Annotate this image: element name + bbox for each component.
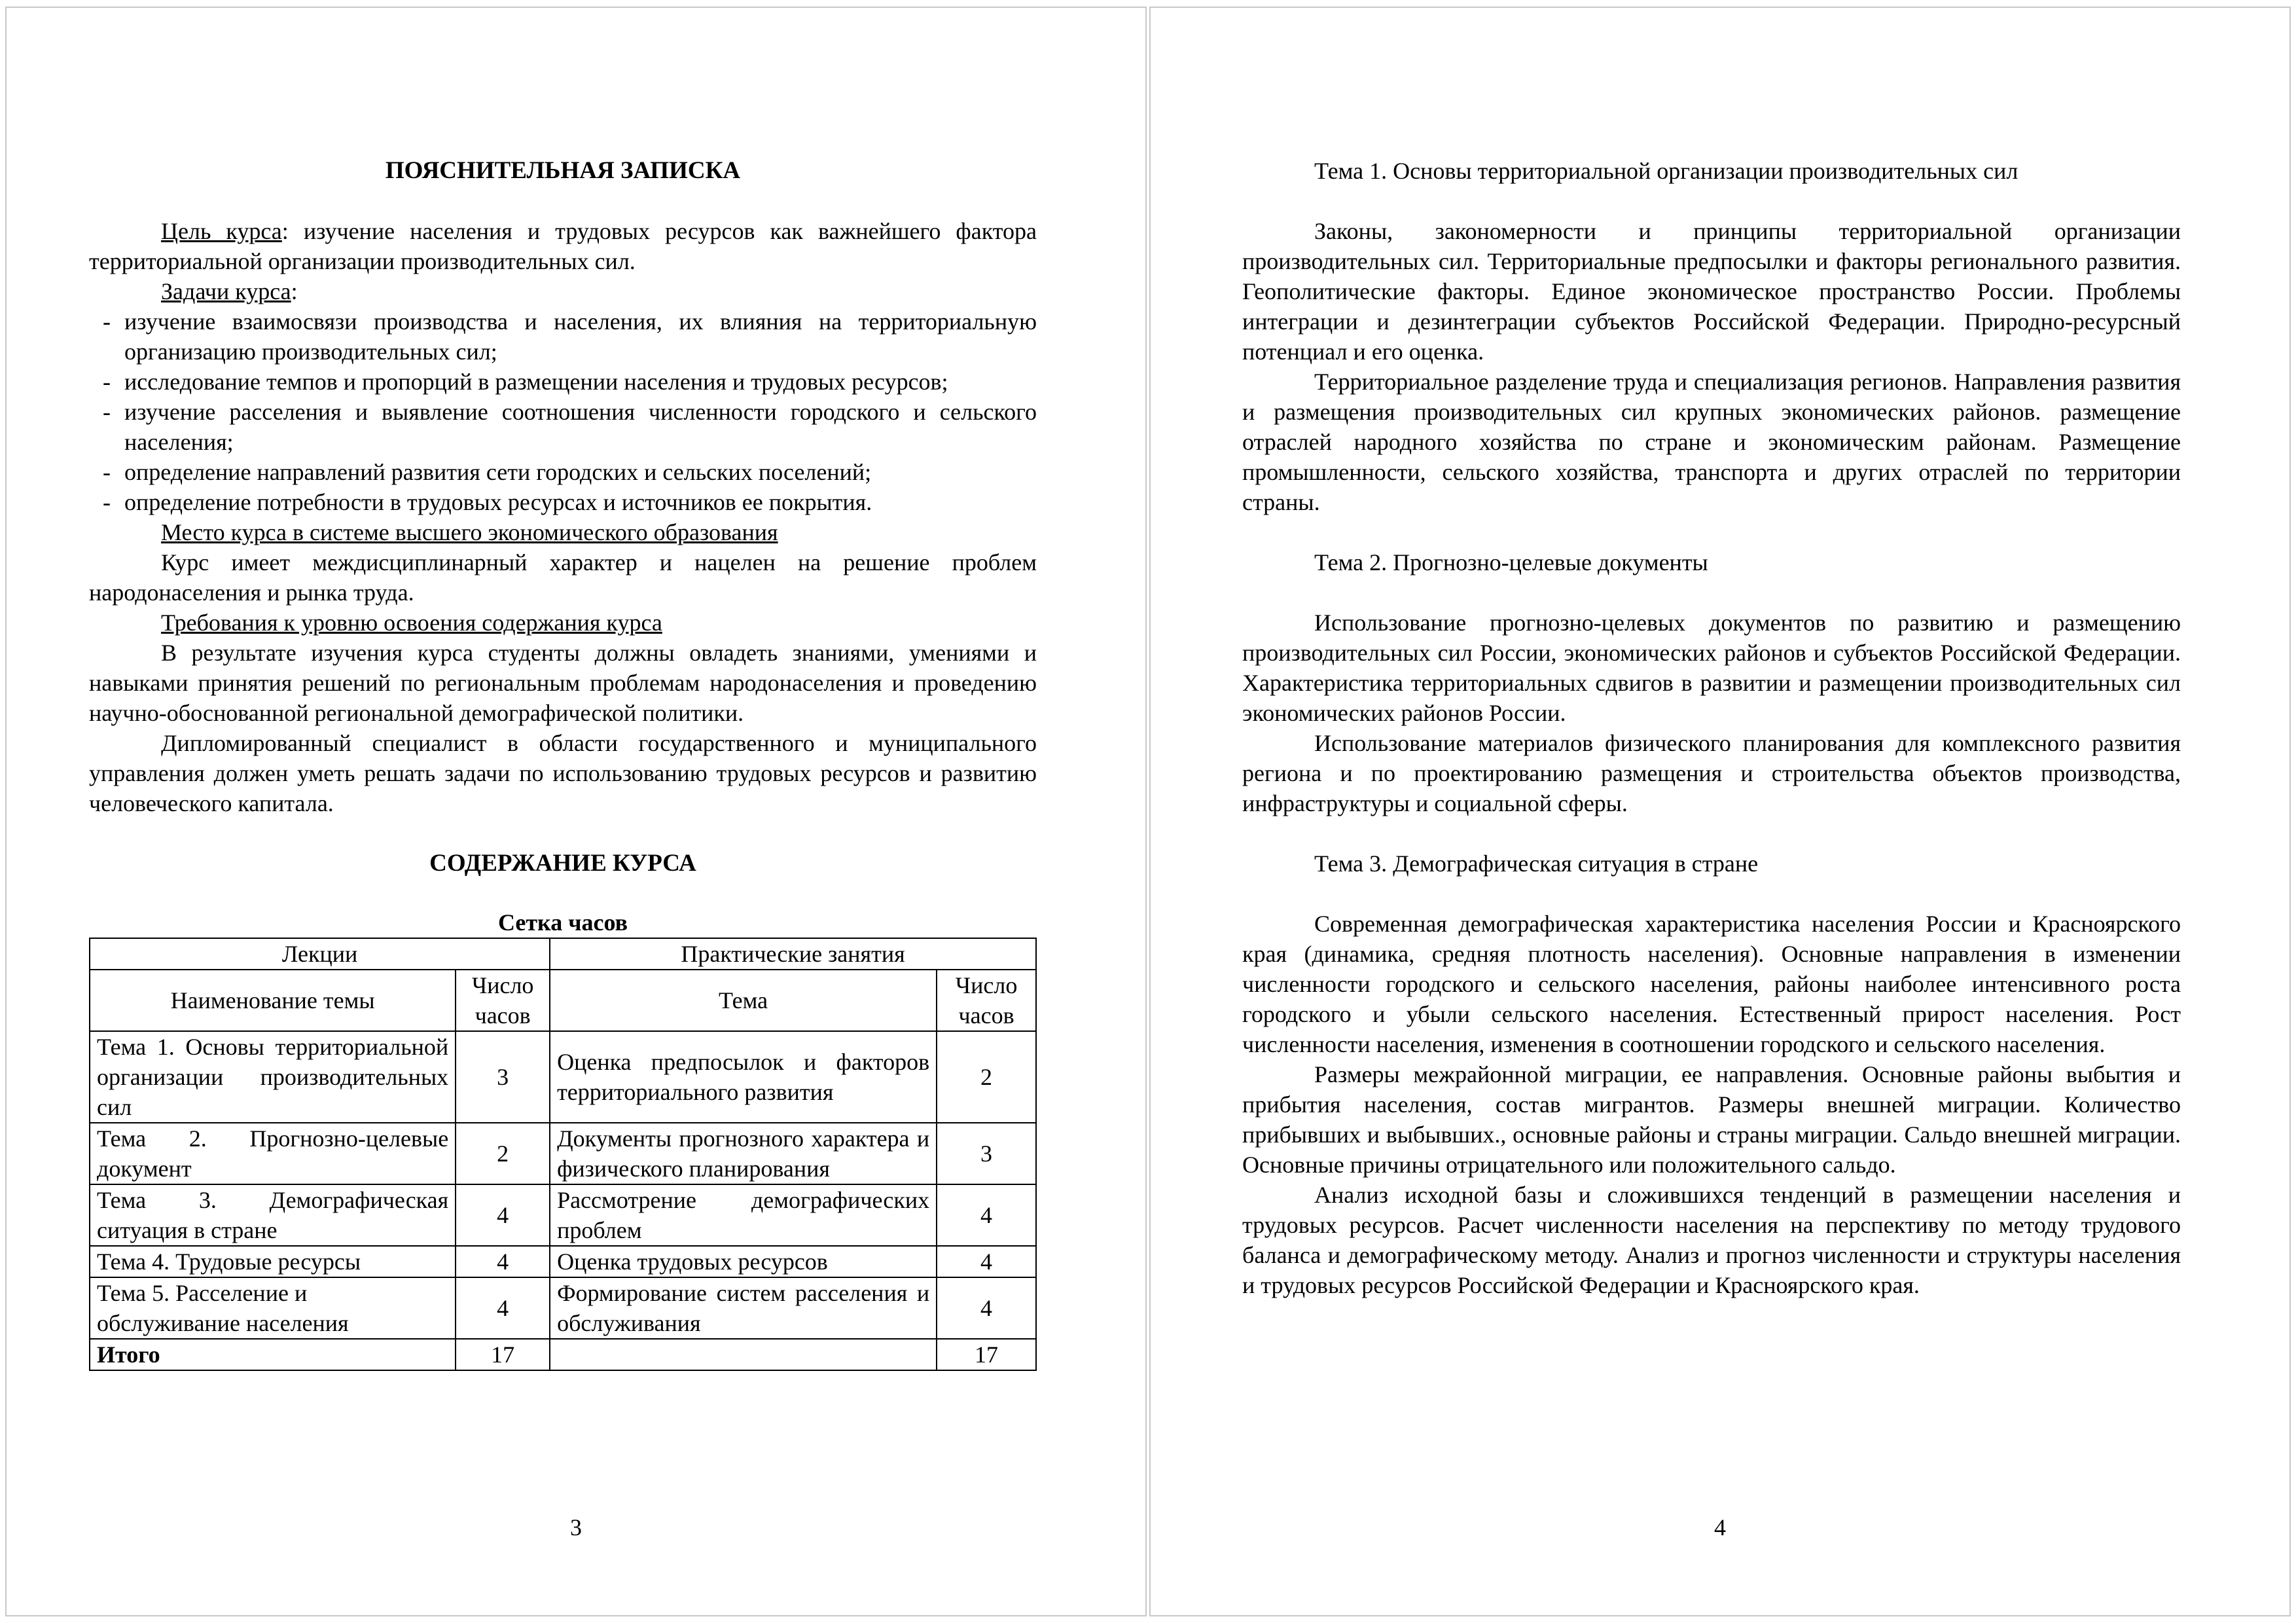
task-text: определение потребности в трудовых ресурсах и источников ее покрытия. <box>124 489 872 515</box>
practice-topic: Рассмотрение демографических проблем <box>550 1184 937 1246</box>
explanatory-note-title: ПОЯСНИТЕЛЬНАЯ ЗАПИСКА <box>385 157 741 184</box>
practice-topic: Оценка трудовых ресурсов <box>550 1246 937 1277</box>
task-text: изучение расселения и выявление соотношения численности городского и сельского населения; <box>124 399 1037 455</box>
page-left-content <box>89 156 1037 1371</box>
table-group-header-row <box>90 938 1036 970</box>
practice-hours: 3 <box>937 1123 1036 1184</box>
total-empty-cell <box>550 1339 937 1370</box>
course-goal <box>89 216 1037 276</box>
hours-table <box>89 938 1037 1371</box>
lecture-hours: 4 <box>456 1277 550 1339</box>
page-left <box>5 7 1147 1616</box>
topic1-title: Тема 1. Основы территориальной организации производительных сил <box>1314 158 2018 184</box>
list-item: - определение потребности в трудовых ресурсах и источников ее покрытия. <box>89 487 1037 517</box>
lecture-hours: 4 <box>456 1246 550 1277</box>
task-text: исследование темпов и пропорций в размещении населения и трудовых ресурсов; <box>124 369 948 395</box>
practice-topic: Формирование систем расселения и обслуживания <box>550 1277 937 1339</box>
practice-hours: 2 <box>937 1031 1036 1123</box>
col-hours: Число часов <box>456 970 550 1031</box>
list-item: - определение направлений развития сети городских и сельских поселений; <box>89 457 1037 487</box>
table-row <box>90 1031 1036 1123</box>
course-content-title: СОДЕРЖАНИЕ КУРСА <box>429 850 696 877</box>
topic1-paragraph: Территориальное разделение труда и специализация регионов. Направления развития и размещения производительных сил крупных экономических районов. размещение отраслей народного хозяйства по стране и экономическим районам. Размещение промышленности, сельского хозяйства, транспорта и других отраслей по территории страны. <box>1242 369 2181 515</box>
lecture-topic: Тема 1. Основы территориальной организации производительных сил <box>90 1031 456 1123</box>
requirements-heading-text: Требования к уровню освоения содержания курса <box>161 610 662 636</box>
place-heading-text: Место курса в системе высшего экономического образования <box>161 519 778 545</box>
practice-topic: Документы прогнозного характера и физического планирования <box>550 1123 937 1184</box>
tasks-label: Задачи курса <box>161 278 291 304</box>
table-row <box>90 1123 1036 1184</box>
practice-topic: Оценка предпосылок и факторов территориального развития <box>550 1031 937 1123</box>
place-heading <box>89 517 1037 547</box>
table-row <box>90 1184 1036 1246</box>
col-topic: Тема <box>550 970 937 1031</box>
page-right-content <box>1242 156 2181 1300</box>
page-right <box>1149 7 2291 1616</box>
table-caption: Сетка часов <box>497 909 628 936</box>
table-total-row <box>90 1339 1036 1370</box>
table-row <box>90 1246 1036 1277</box>
goal-label: Цель курса <box>161 218 282 244</box>
topic2-paragraph: Использование материалов физического планирования для комплексного развития региона и по проектированию размещения и строительства объектов производства, инфраструктуры и социальной сферы. <box>1242 730 2181 816</box>
task-text: изучение взаимосвязи производства и населения, их влияния на территориальную организацию производительных сил; <box>124 308 1037 365</box>
table-row <box>90 1277 1036 1339</box>
topic3-paragraph: Размеры межрайонной миграции, ее направления. Основные районы выбытия и прибытия населения, состав мигрантов. Размеры внешней миграции. Количество прибывших и выбывших., основные районы и страны миграции. Сальдо внешней миграции. Основные причины отрицательного или положительного сальдо. <box>1242 1061 2181 1178</box>
page-number: 4 <box>1714 1514 1726 1541</box>
total-lecture-hours: 17 <box>456 1339 550 1370</box>
list-item: - изучение взаимосвязи производства и населения, их влияния на территориальную организацию производительных сил; <box>89 306 1037 367</box>
task-text: определение направлений развития сети городских и сельских поселений; <box>124 459 872 485</box>
page-number: 3 <box>570 1514 582 1541</box>
practice-header: Практические занятия <box>550 938 1036 970</box>
practice-hours: 4 <box>937 1246 1036 1277</box>
lectures-header: Лекции <box>90 938 550 970</box>
topic1-paragraph: Законы, закономерности и принципы территориальной организации производительных сил. Территориальные предпосылки и факторы регионального развития. Геополитические факторы. Единое экономическое пространство России. Проблемы интеграции и дезинтеграции субъектов Российской Федерации. Природно-ресурсный потенциал и его оценка. <box>1242 218 2181 365</box>
practice-hours: 4 <box>937 1184 1036 1246</box>
col-topic-name: Наименование темы <box>90 970 456 1031</box>
lecture-hours: 3 <box>456 1031 550 1123</box>
course-tasks-heading <box>89 276 1037 306</box>
list-item: - изучение расселения и выявление соотношения численности городского и сельского населения; <box>89 397 1037 457</box>
topic3-paragraph: Анализ исходной базы и сложившихся тенденций в размещении населения и трудовых ресурсов. Расчет численности населения на перспективу по методу трудового баланса и демографическому методу. Анализ и прогноз численности и структуры населения и трудовых ресурсов Российской Федерации и Красноярского края. <box>1242 1182 2181 1298</box>
lecture-topic: Тема 4. Трудовые ресурсы <box>90 1246 456 1277</box>
goal-text: : изучение населения и трудовых ресурсов как важнейшего фактора территориальной организации производительных сил. <box>89 218 1037 274</box>
list-item: - исследование темпов и пропорций в размещении населения и трудовых ресурсов; <box>89 367 1037 397</box>
specialist-text: Дипломированный специалист в области государственного и муниципального управления должен уметь решать задачи по использованию трудовых ресурсов и развитию человеческого капитала. <box>89 730 1037 816</box>
topic2-title: Тема 2. Прогнозно-целевые документы <box>1314 549 1708 575</box>
requirements-text: В результате изучения курса студенты должны овладеть знаниями, умениями и навыками принятия решений по региональным проблемам народонаселения и проведению научно-обоснованной региональной демографической политики. <box>89 640 1037 726</box>
topic3-paragraph: Современная демографическая характеристика населения России и Красноярского края (динамика, средняя плотность населения). Основные направления в изменении численности городского и сельского населения, районы наиболее интенсивного роста городского и убыли сельского населения. Естественный прирост населения. Рост численности населения, изменения в соотношении городского и сельского населения. <box>1242 911 2181 1057</box>
total-label: Итого <box>90 1339 456 1370</box>
lecture-hours: 2 <box>456 1123 550 1184</box>
topic2-paragraph: Использование прогнозно-целевых документов по развитию и размещению производительных сил России, экономических районов и субъектов Российской Федерации. Характеристика территориальных сдвигов в развитии и размещении производительных сил экономических районов России. <box>1242 610 2181 726</box>
total-practice-hours: 17 <box>937 1339 1036 1370</box>
lecture-topic: Тема 3. Демографическая ситуация в стране <box>90 1184 456 1246</box>
lecture-topic: Тема 5. Расселение и обслуживание населения <box>90 1277 456 1339</box>
place-text: Курс имеет междисциплинарный характер и нацелен на решение проблем народонаселения и рынка труда. <box>89 549 1037 606</box>
col-hours-practice: Число часов <box>937 970 1036 1031</box>
table-column-header-row <box>90 970 1036 1031</box>
lecture-hours: 4 <box>456 1184 550 1246</box>
tasks-colon: : <box>291 278 298 304</box>
practice-hours: 4 <box>937 1277 1036 1339</box>
topic3-title: Тема 3. Демографическая ситуация в стране <box>1314 850 1759 877</box>
lecture-topic: Тема 2. Прогнозно-целевые документ <box>90 1123 456 1184</box>
requirements-heading <box>89 608 1037 638</box>
